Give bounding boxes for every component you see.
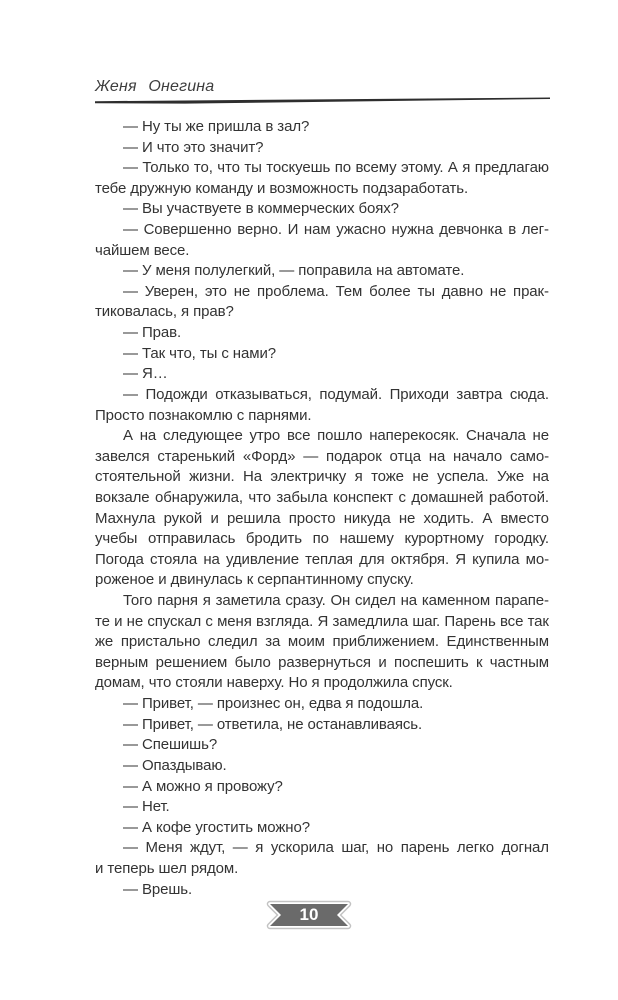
text-line: Просто познакомлю с парнями. <box>95 406 312 424</box>
text-line: — Только то, что ты тоскуешь по всему этому. А я предлагаю <box>123 159 549 177</box>
text-line: роженое и двинулась к серпантинному спуску. <box>95 571 414 589</box>
page-number: 10 <box>299 904 319 924</box>
text-line: домам, что стояли наверху. Но я продолжила спуск. <box>95 674 453 692</box>
text-line: — Привет, — ответила, не останавливаясь. <box>123 715 423 733</box>
text-line: — Опаздываю. <box>123 756 227 774</box>
text-line: тебе дружную команду и возможность подзаработать. <box>95 179 469 197</box>
text-line: Махнула рукой и решила просто никуда не ходить. А вместо <box>95 509 549 527</box>
header-rule <box>93 97 550 106</box>
text-line: — Прав. <box>123 324 182 342</box>
text-line: стоятельной жизни. На электричку я тоже не успела. Уже на <box>95 468 549 486</box>
running-head <box>95 78 550 96</box>
text-line: — Подожди отказываться, подумай. Приходи завтра сюда. <box>123 385 549 403</box>
text-line: — А кофе угостить можно? <box>123 818 310 836</box>
text-line: Того парня я заметила сразу. Он сидел на каменном парапе- <box>123 592 549 610</box>
text-line: тиковалась, я прав? <box>95 303 234 321</box>
text-line: — У меня полулегкий, — поправила на автомате. <box>123 262 465 280</box>
text-line: — Нет. <box>123 798 170 816</box>
text-line: — Уверен, это не проблема. Тем более ты давно не прак- <box>123 282 549 300</box>
text-line: Погода стояла на удивление теплая для октября. Я купила мо- <box>95 550 549 568</box>
text-line: учебы отправилась бродить по нашему курортному городку. <box>95 530 549 548</box>
text-line: верным решением было развернуться и поспешить к частным <box>95 653 549 671</box>
text-line: вокзале обнаружила, что забыла конспект с домашней работой. <box>95 488 549 506</box>
body-text <box>95 117 549 900</box>
text-line: — Спешишь? <box>123 736 218 754</box>
text-line: — Меня ждут, — я ускорила шаг, но парень легко догнал <box>123 839 549 857</box>
text-line: и теперь шел рядом. <box>95 859 239 877</box>
text-line: завелся старенький «Форд» — подарок отца на начало само- <box>95 447 549 465</box>
text-line: — Вы участвуете в коммерческих боях? <box>123 200 399 218</box>
text-line: те и не спускал с меня взгляда. Я замедлила шаг. Парень все так <box>95 612 549 630</box>
text-line: — Привет, — произнес он, едва я подошла. <box>123 695 424 713</box>
text-line: — Ну ты же пришла в зал? <box>123 118 310 135</box>
author-name: Женя Онегина <box>95 78 215 95</box>
text-line: — И что это значит? <box>123 138 264 156</box>
text-line: — Врешь. <box>123 880 193 898</box>
text-line: — Так что, ты с нами? <box>123 344 276 362</box>
text-line: — Совершенно верно. И нам ужасно нужна девчонка в лег- <box>123 221 549 239</box>
text-line: чайшем весе. <box>95 241 190 259</box>
text-line: А на следующее утро все пошло наперекосяк. Сначала не <box>123 427 549 445</box>
page-number-badge <box>267 898 351 932</box>
text-line: же пристально следил за моим приближением. Единственным <box>95 633 549 651</box>
text-line: — Я… <box>123 365 168 383</box>
text-line: — А можно я провожу? <box>123 777 283 795</box>
